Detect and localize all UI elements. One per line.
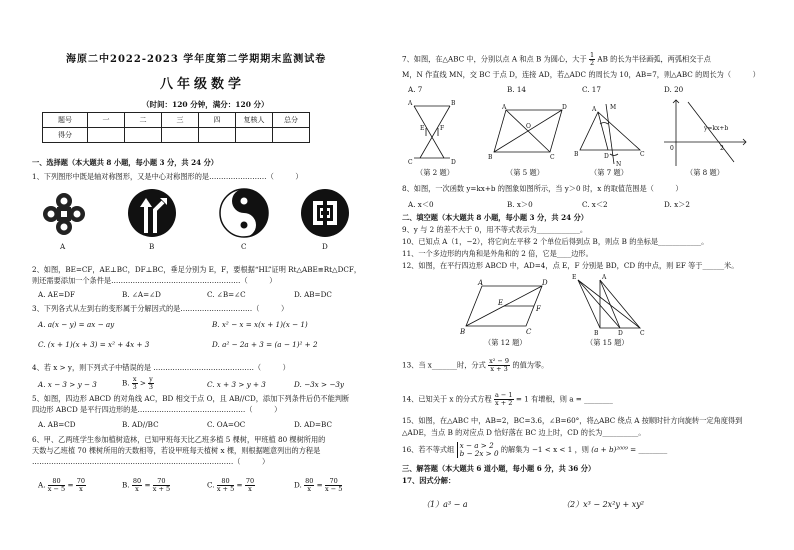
caption-fig2: （第 2 题） <box>416 168 454 177</box>
point-f: F <box>536 305 541 313</box>
question-7-line1 <box>402 52 711 67</box>
question-15-line1: 15、如图，在△ABC 中，AB=2，BC=3.6，∠B=60°，将△ABC 绕点 A 按顺时针方向旋转一定角度得到 <box>402 416 743 425</box>
numerator: 80 <box>48 478 65 486</box>
q7-text-b: AB 的长为半径画弧，两弧相交于点 <box>597 54 711 64</box>
svg-text:D: D <box>604 153 609 160</box>
question-3: 3、下列各式从左到右的变形属于分解因式的是…………………………（ ） <box>32 304 289 313</box>
q1-option-d: D <box>322 242 328 251</box>
question-15-line2: △ADE，当点 B 的对应点 D 恰好落在 BC 边上时，CD 的长为__________。 <box>402 428 646 437</box>
score-row-values <box>43 128 310 143</box>
exam-info: （时间：120 分钟，满分：120 分） <box>142 100 269 109</box>
svg-text:N: N <box>616 161 622 166</box>
denominator: x <box>135 485 139 493</box>
svg-text:B: B <box>574 151 579 158</box>
numerator: 80 <box>132 477 142 485</box>
q7-option-a: A. 7 <box>408 85 423 94</box>
point-e: E <box>498 299 504 307</box>
figure-15 <box>570 272 646 336</box>
svg-text:A: A <box>502 104 507 111</box>
vertex-c: C <box>526 328 532 336</box>
denominator: 3 <box>132 383 137 391</box>
q1-option-b: B <box>149 242 155 251</box>
q4-option-d: D. −3x > −3y <box>294 380 344 389</box>
numerator: y <box>149 375 153 383</box>
numerator: x <box>132 375 137 383</box>
q7-text-a: 7、如图，在△ABC 中，分别以点 A 和点 B 为圆心，大于 <box>402 54 587 64</box>
svg-text:C: C <box>640 151 645 158</box>
q8-option-c: C. x＜2 <box>582 200 608 209</box>
score-cell: 三 <box>162 113 199 128</box>
score-input-cell[interactable] <box>88 128 125 143</box>
numerator: x² − 9 <box>489 357 510 365</box>
denominator: x + 3 <box>490 365 508 373</box>
tick-zero: 0 <box>670 145 674 152</box>
question-17-part-1: （1）a³ − a <box>422 500 468 509</box>
denominator: x <box>307 485 312 493</box>
question-2-line1: 2、如图，BE=CF，AE⊥BC，DF⊥BC，垂足分别为 E，F，要根据“HL”证明 Rt△ABE≌Rt△DCF， <box>32 265 362 274</box>
q4-option-a: A. x − 3 > y − 3 <box>38 380 97 389</box>
q13-text-a: 13、当 x_______时，分式 <box>402 360 486 370</box>
option-letter: A. <box>38 480 46 490</box>
svg-text:B: B <box>488 154 493 160</box>
score-cell: 二 <box>125 113 162 128</box>
caption-fig12: （第 12 题） <box>484 338 527 347</box>
question-9: 9、y 与 2 的差不大于 0，用不等式表示为____________。 <box>402 225 588 234</box>
vertex-b: B <box>460 328 466 336</box>
svg-text:C: C <box>408 159 413 166</box>
question-8: 8、如图，一次函数 y=kx+b 的图象如图所示，当 y＞0 时，x 的取值范围是（ ） <box>402 184 683 193</box>
numerator: 70 <box>153 478 170 486</box>
q5-option-b: B. AD//BC <box>122 420 159 429</box>
score-cell: 四 <box>199 113 236 128</box>
q6-option-b: B. $\frac{80}{x}$ = $\frac{70}{x + 5}$ <box>122 477 171 493</box>
q1-option-c: C <box>241 242 247 251</box>
svg-text:C: C <box>550 154 555 160</box>
fraction <box>325 478 342 493</box>
svg-text:B: B <box>451 100 456 107</box>
numerator: 80 <box>305 477 314 485</box>
q7-option-b: B. 14 <box>507 85 526 94</box>
q7-option-d: D. 20 <box>664 85 684 94</box>
svg-text:D: D <box>451 159 456 166</box>
section1-heading: 一、选择题（本大题共 8 小题，每小题 3 分，共 24 分） <box>32 158 218 167</box>
svg-text:E: E <box>420 125 425 132</box>
score-row-header <box>43 113 310 128</box>
vertex-a: A <box>478 279 484 287</box>
numerator: 1 <box>589 51 595 59</box>
denominator: x − 5 <box>47 485 66 493</box>
fraction <box>494 392 514 407</box>
svg-text:A: A <box>592 106 597 113</box>
numerator: 70 <box>76 477 86 485</box>
figure-8-graph <box>658 96 748 168</box>
question-6-line3: …………………………………………………………………………（ ） <box>32 457 270 466</box>
q4-option-c: C. x + 3 > y + 3 <box>207 380 266 389</box>
numerator: 80 <box>217 478 234 486</box>
q13-text-b: 的值为零。 <box>512 360 549 370</box>
figure-5 <box>488 104 568 160</box>
q3-option-a: A. a(x − y) = ax − ay <box>38 320 115 329</box>
question-5-line1: 5、如图，四边形 ABCD 的对角线 AC，BD 相交于点 O，且 AB//CD，添加下列条件后仍不能判断 <box>32 394 350 403</box>
question-10: 10、已知点 A（1，−2），将它向左平移 2 个单位后得到点 B，则点 B 的坐标是____________。 <box>402 237 709 246</box>
question-2-line2: 则还需要添加一个条件是………………………………………………（ ） <box>32 276 277 285</box>
denominator: 2 <box>589 59 595 67</box>
question-6-line1: 6、甲、乙两班学生参加植树造林，已知甲班每天比乙班多植 5 棵树，甲班植 80 棵树所用的 <box>32 435 326 444</box>
question-12: 12、如图，在平行四边形 ABCD 中，AD=4，点 E，F 分别是 BD，CD 的中点，则 EF 等于______米。 <box>402 261 739 270</box>
q5-option-d: D. AD=BC <box>294 420 332 429</box>
q3-option-d: D. a² − 2a + 3 = (a − 1)² + 2 <box>212 340 318 349</box>
denominator: 3 <box>148 383 154 391</box>
score-table <box>42 112 310 143</box>
figure-2 <box>406 98 458 166</box>
denominator: x − 5 <box>324 485 343 493</box>
q7-option-c: C. 17 <box>582 85 601 94</box>
svg-text:M: M <box>610 104 617 111</box>
score-input-cell[interactable] <box>236 128 273 143</box>
score-input-cell[interactable] <box>273 128 310 143</box>
q2-option-b: B. ∠A=∠D <box>122 290 161 299</box>
four-leaf-knot-icon <box>40 190 88 238</box>
q16-text-c: (a + b)²⁰⁰⁹ = ________ <box>591 445 668 454</box>
point-d: D <box>618 330 623 336</box>
denominator: x + 5 <box>152 485 171 493</box>
question-11: 11、一个多边形的内角和是外角和的 2 倍，它是____边形。 <box>402 249 593 258</box>
fraction <box>589 52 595 67</box>
caption-fig8: （第 8 题） <box>686 168 724 177</box>
q6-option-a: A. $\frac{80}{x - 5}$ = $\frac{70}{x}$ <box>38 477 86 493</box>
option-letter: D. <box>294 480 302 490</box>
svg-text:F: F <box>440 125 445 132</box>
exam-title: 海原二中2022-2023 学年度第二学期期末监测试卷 <box>66 54 327 65</box>
option-letter: C. <box>207 480 215 490</box>
point-a: A <box>602 274 607 281</box>
score-cell: 得分 <box>43 128 88 143</box>
q4-option-b: B. $\frac{x}{3}$ > $\frac{y}{3}$ <box>122 375 154 391</box>
inequality-1: x − a > 2 <box>459 441 494 450</box>
section3-heading: 三、解答题（本大题共 6 道小题，每小题 6 分，共 36 分） <box>402 464 596 473</box>
fraction <box>153 478 170 493</box>
fraction <box>76 478 86 493</box>
score-input-cell[interactable] <box>125 128 162 143</box>
q2-option-a: A. AE=DF <box>38 290 75 299</box>
question-5-line2: 四边形 ABCD 是平行四边形的是………………………………………（ ） <box>32 405 282 414</box>
inequality-system <box>457 442 499 458</box>
q6-option-c: C. $\frac{80}{x + 5}$ = $\frac{70}{x}$ <box>207 477 255 493</box>
q6-option-d: D. $\frac{80}{x}$ = $\frac{70}{x - 5}$ <box>294 477 343 493</box>
numerator: a − 1 <box>494 391 513 399</box>
yin-yang-icon <box>219 188 269 238</box>
q2-option-c: C. ∠B=∠C <box>207 290 246 299</box>
figure-12 <box>460 278 556 336</box>
q4-option-b-label: B. <box>122 378 130 388</box>
q8-option-a: A. x＜0 <box>408 200 434 209</box>
fraction <box>245 478 255 493</box>
point-b: B <box>594 330 599 336</box>
q2-option-d: D. AB=DC <box>294 290 332 299</box>
denominator: x <box>248 485 252 493</box>
denominator: x + 2 <box>495 399 513 407</box>
question-14 <box>402 392 613 407</box>
point-e: E <box>572 274 577 281</box>
score-cell: 题号 <box>43 113 88 128</box>
denominator: x <box>79 485 83 493</box>
section2-heading: 二、填空题（本大题共 8 小题，每小题 3 分，共 24 分） <box>402 213 588 222</box>
score-cell: 总分 <box>273 113 310 128</box>
question-6-line2: 天数与乙班植 70 棵树所用的天数相等，若设甲班每天植树 x 棵，则根据题意列出的方程是 <box>32 446 321 455</box>
q8-option-d: D. x＞2 <box>664 200 690 209</box>
svg-text:D: D <box>562 104 567 111</box>
q8-option-b: B. x＞0 <box>507 200 533 209</box>
fraction <box>304 478 314 493</box>
svg-text:O: O <box>526 123 531 130</box>
score-cell: 复核人 <box>236 113 273 128</box>
denominator: x + 5 <box>216 485 235 493</box>
question-17-part-2: （2）x³ − 2x²y + xy² <box>562 500 644 509</box>
svg-text:A: A <box>408 100 413 107</box>
fraction <box>132 478 142 493</box>
caption-fig5: （第 5 题） <box>506 168 544 177</box>
q5-option-a: A. AB=CD <box>38 420 76 429</box>
figure-7 <box>574 104 646 166</box>
numerator: 70 <box>245 477 255 485</box>
q3-option-c: C. (x + 1)(x + 3) = x² + 4x + 3 <box>38 340 150 349</box>
option-letter: B. <box>122 480 130 490</box>
vertex-d: D <box>542 279 548 287</box>
line-equation-label: y=kx+b <box>704 125 729 132</box>
fraction <box>148 376 154 391</box>
score-input-cell[interactable] <box>199 128 236 143</box>
fraction <box>217 478 234 493</box>
road-sign-arrows-icon <box>127 188 177 238</box>
tick-two: 2 <box>720 145 724 152</box>
inequality-2: b − 2x > 0 <box>459 449 499 458</box>
q5-option-c: C. OA=OC <box>207 420 246 429</box>
q3-option-b: B. x² − x = x(x + 1)(x − 1) <box>212 320 308 329</box>
question-16 <box>402 442 667 458</box>
numerator: 70 <box>325 478 342 486</box>
question-4: 4、若 x > y，则下列式子中错误的是 ……………………………………（ ） <box>32 363 290 372</box>
q14-text-a: 14、已知关于 x 的分式方程 <box>402 394 492 404</box>
exam-subject: 八年级数学 <box>160 77 246 92</box>
q16-text-a: 16、若不等式组 <box>402 445 455 454</box>
q16-text-b: 的解集为 −1 < x < 1 ，则 <box>500 445 589 454</box>
q14-text-b: = 1 有增根，则 a = ________ <box>515 394 613 404</box>
question-17: 17、因式分解： <box>402 476 456 485</box>
fraction <box>132 376 138 391</box>
caption-fig15: （第 15 题） <box>586 338 629 347</box>
caption-fig7: （第 7 题） <box>590 168 628 177</box>
q1-option-a: A <box>60 242 66 251</box>
question-13 <box>402 358 548 373</box>
point-c: C <box>640 330 645 336</box>
fraction <box>488 358 510 373</box>
score-cell: 一 <box>88 113 125 128</box>
question-7-line2: M，N 作直线 MN，交 BC 于点 D，连接 AD，若△ADC 的周长为 10，AB=7，则△ABC 的周长为（ ） <box>402 70 760 79</box>
question-1: 1、下列图形中既是轴对称图形，又是中心对称图形的是……………………（ ） <box>32 172 303 181</box>
fraction <box>48 478 65 493</box>
score-input-cell[interactable] <box>162 128 199 143</box>
bank-coin-icon <box>300 188 350 238</box>
